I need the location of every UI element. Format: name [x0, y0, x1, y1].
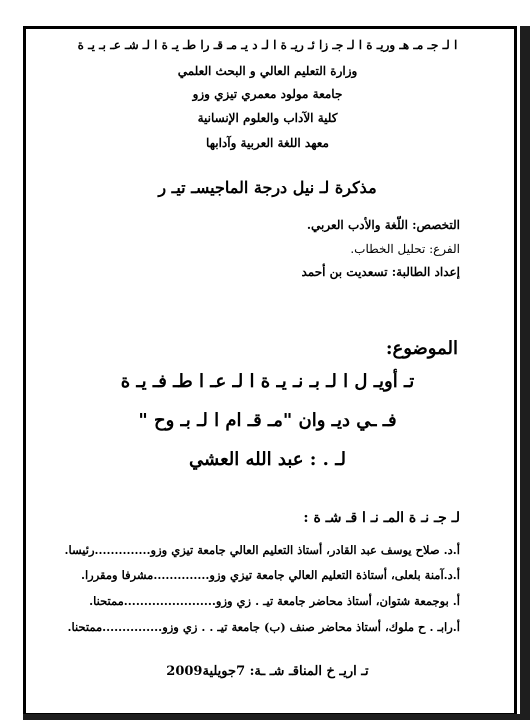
committee-member: أ. بوجمعة شتوان، أستاذ محاضر جامعة تيـ . زي وزو.......................ممتحنا. — [89, 594, 460, 608]
university-name: جامعة مولود معمري تيزي وزو — [192, 87, 343, 101]
topic-line-1: تـ أويـ ل ا لـ بـ نـ يـ ة ا لـ عـ ا طـ فـ يـ ة — [120, 371, 415, 392]
institute-name: معهد اللغة العربية وآدابها — [206, 136, 329, 150]
committee-member: أ.د. صلاح يوسف عبد القادر، أستاذ التعليم العالي جامعة تيزي وزو..............رئيسا. — [64, 543, 460, 557]
ministry-name: وزارة التعليم العالي و البحث العلمي — [177, 64, 358, 78]
topic-line-3: لـ . : عبد الله العشي — [189, 449, 346, 470]
page-shadow-bottom — [23, 714, 530, 720]
page-shadow-right — [520, 26, 530, 716]
topic-label: الموضوع: — [385, 338, 458, 359]
faculty-name: كلية الآداب والعلوم الإنسانية — [197, 111, 338, 125]
defense-date: تـ اريـ خ المناقـ شـ ـة: 7جويلية2009 — [166, 664, 369, 679]
topic-line-2: فـ ـي ديـ وان "مـ قـ ام ا لـ بـ وح " — [138, 410, 397, 431]
committee-label: لـ جـ نـ ة المـ نـ ا قـ شـ ة : — [303, 510, 460, 526]
committee-member: أ.د.آمنة بلعلى، أستاذة التعليم العالي جامعة تيزي وزو..............مشرفا ومقررا. — [80, 568, 460, 582]
committee-member: أ.رابـ . ح ملوك، أستاذ محاضر صنف (ب) جامعة تيـ . . زي وزو...............ممتحنا. — [67, 620, 460, 634]
republic-name: ا لـ جـ مـ هـ وريـ ة ا لـ جـ زا ئـ ريـ ة ا لـ د يـ مـ قـ را طـ يـ ة ا لـ شـ عـ بـ يـ ة — [77, 38, 458, 52]
branch-field: الفرع: تحليل الخطاب. — [350, 242, 460, 256]
specialty-field: التخصص: اللّغة والأدب العربي. — [306, 218, 460, 232]
memo-title: مذكرة لـ نيل درجة الماجيسـ تيـ ر — [158, 178, 377, 197]
student-field: إعداد الطالبة: تسعديت بن أحمد — [301, 265, 460, 279]
